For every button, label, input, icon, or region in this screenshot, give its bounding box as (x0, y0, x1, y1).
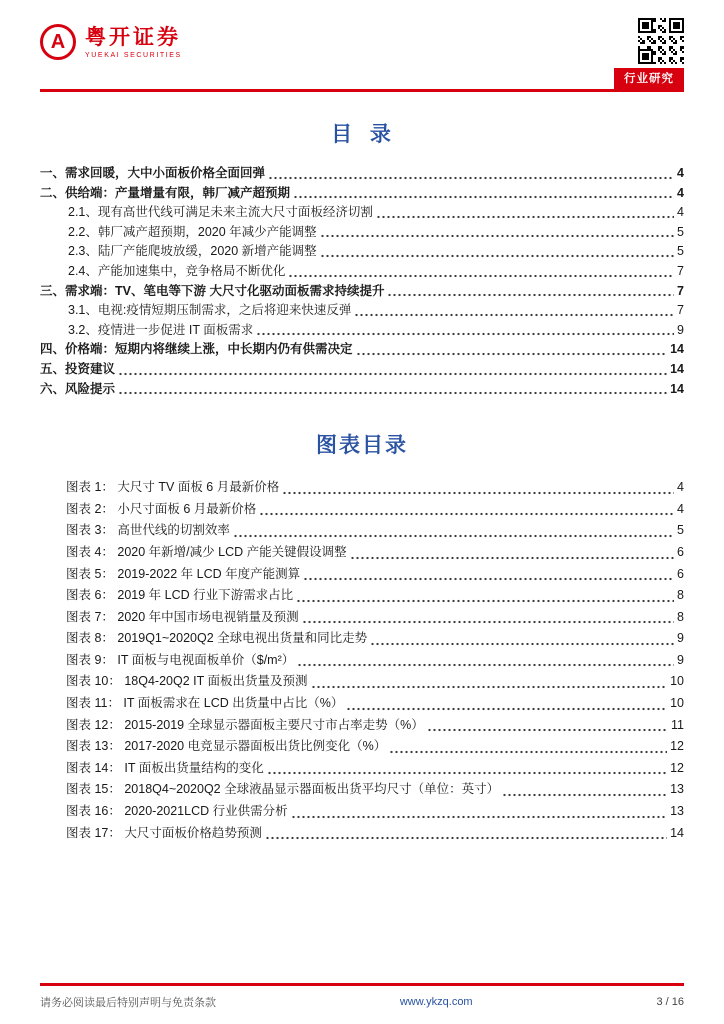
toc-item-label: 六、风险提示 (40, 381, 116, 396)
toc-item[interactable] (40, 360, 684, 380)
toc-item-page: 4 (677, 166, 684, 180)
figure-item[interactable] (66, 520, 684, 542)
toc-item-page: 5 (677, 224, 684, 239)
figure-item-label: 图表 8： 2019Q1~2020Q2 全球电视出货量和同比走势 (66, 631, 368, 646)
figure-item-label: 图表 12： 2015-2019 全球显示器面板主要尺寸市占率走势（%） (66, 717, 424, 732)
toc-item-label: 二、供给端：产量增量有限，韩厂减产超预期 (40, 185, 291, 200)
toc-item[interactable] (40, 301, 684, 321)
figure-item-page: 8 (677, 588, 684, 603)
figure-item-label: 图表 3： 高世代线的切割效率 (66, 523, 230, 538)
dot-leader (427, 728, 668, 732)
dot-leader (256, 332, 674, 336)
toc-item-label: 五、投资建议 (40, 361, 116, 376)
toc-item-label: 2.3、陆厂产能爬坡放缓，2020 新增产能调整 (68, 244, 317, 259)
footer-website-link[interactable]: www.ykzq.com (399, 996, 473, 1008)
dot-leader (387, 293, 674, 297)
figure-item-label: 图表 13： 2017-2020 电竞显示器面板出货比例变化（%） (66, 739, 387, 754)
dot-leader (265, 836, 667, 840)
toc-item-page: 4 (677, 185, 684, 200)
figure-item-page: 6 (677, 566, 684, 581)
toc-item-page: 14 (670, 381, 684, 396)
logo-letter: A (50, 30, 66, 53)
header (0, 0, 724, 89)
figure-item-label: 图表 15： 2018Q4~2020Q2 全球液晶显示器面板出货平均尺寸（单位：英寸） (66, 782, 500, 797)
qr-code-icon (638, 18, 684, 64)
figure-item[interactable] (66, 671, 684, 693)
toc-item-label: 3.1、电视:疫情短期压制需求，之后将迎来快速反弹 (68, 303, 352, 318)
figure-item[interactable] (66, 607, 684, 629)
figure-item-page: 6 (677, 544, 684, 559)
toc-item-label: 三、需求端：TV、笔电等下游 大尺寸化驱动面板需求持续提升 (40, 283, 385, 298)
toc-item-page: 5 (677, 244, 684, 259)
figure-item[interactable] (66, 477, 684, 499)
toc-item[interactable] (40, 242, 684, 262)
figure-item-page: 5 (677, 523, 684, 538)
toc-item-page: 7 (677, 303, 684, 318)
toc-item-page: 4 (677, 205, 684, 220)
figure-item-page: 13 (670, 804, 684, 819)
figure-item-page: 13 (670, 782, 684, 797)
figure-item-page: 10 (670, 674, 684, 689)
dot-leader (320, 254, 674, 258)
toc-list (0, 164, 724, 399)
logo-text (85, 26, 182, 59)
page-number: 3 / 16 (656, 996, 684, 1008)
dot-leader (288, 274, 674, 278)
figure-item-label: 图表 14： IT 面板出货量结构的变化 (66, 760, 264, 775)
header-right (614, 18, 684, 89)
toc-item[interactable] (40, 380, 684, 400)
toc-item-label: 四、价格端：短期内将继续上涨，中长期内仍有供需决定 (40, 342, 353, 357)
dot-leader (376, 215, 674, 219)
figure-item-label: 图表 5： 2019-2022 年 LCD 年度产能测算 (66, 566, 301, 581)
figure-item[interactable] (66, 779, 684, 801)
toc-item[interactable] (40, 164, 684, 184)
toc-item-label: 一、需求回暖，大中小面板价格全面回弹 (40, 166, 266, 180)
dot-leader (346, 707, 667, 711)
figure-item[interactable] (66, 650, 684, 672)
footer (0, 983, 724, 1024)
toc-item-page: 9 (677, 322, 684, 337)
logo-icon (40, 24, 76, 60)
toc-item-label: 2.2、韩厂减产超预期，2020 年减少产能调整 (68, 224, 317, 239)
figure-item-page: 12 (670, 760, 684, 775)
dot-leader (282, 491, 674, 495)
figure-item[interactable] (66, 736, 684, 758)
figure-item-label: 图表 9： IT 面板与电视面板单价（$/m²） (66, 652, 295, 667)
figure-item-label: 图表 10： 18Q4-20Q2 IT 面板出货量及预测 (66, 674, 308, 689)
figure-item[interactable] (66, 758, 684, 780)
toc-item-label: 2.4、产能加速集中，竞争格局不断优化 (68, 263, 286, 278)
figure-item-page: 4 (677, 480, 684, 495)
footer-disclaimer: 请务必阅读最后特别声明与免责条款 (40, 997, 216, 1009)
dot-leader (502, 793, 667, 797)
dot-leader (267, 771, 667, 775)
toc-item[interactable] (40, 321, 684, 341)
figure-item-page: 10 (670, 696, 684, 711)
figure-item-label: 图表 11： IT 面板需求在 LCD 出货量中占比（%） (66, 696, 344, 711)
dot-leader (350, 556, 674, 560)
figure-item[interactable] (66, 801, 684, 823)
figure-item[interactable] (66, 628, 684, 650)
figure-directory-title: 图表目录 (316, 434, 408, 458)
figure-item[interactable] (66, 499, 684, 521)
logo (40, 24, 182, 60)
dot-leader (302, 620, 674, 624)
figure-item-page: 11 (671, 717, 684, 732)
toc-item-page: 14 (670, 342, 684, 357)
header-divider (40, 89, 684, 92)
toc-item[interactable] (40, 262, 684, 282)
dot-leader (291, 815, 667, 819)
toc-item[interactable] (40, 340, 684, 360)
dot-leader (268, 176, 674, 180)
figure-item-label: 图表 2： 小尺寸面板 6 月最新价格 (66, 501, 257, 516)
dot-leader (233, 534, 674, 538)
figure-item-page: 9 (677, 652, 684, 667)
figure-list (0, 477, 724, 844)
dot-leader (296, 599, 674, 603)
company-name-en: YUEKAI SECURITIES (85, 51, 182, 59)
figure-item-page: 4 (677, 501, 684, 516)
figure-item-page: 12 (670, 739, 684, 754)
dot-leader (389, 750, 667, 754)
toc-item[interactable] (40, 203, 684, 223)
toc-title: 目 录 (331, 123, 393, 146)
figure-item-label: 图表 1： 大尺寸 TV 面板 6 月最新价格 (66, 480, 280, 495)
dot-leader (118, 372, 667, 376)
toc-item[interactable] (40, 223, 684, 243)
figure-item-label: 图表 17： 大尺寸面板价格趋势预测 (66, 825, 262, 840)
dot-leader (356, 352, 668, 356)
footer-row (0, 986, 724, 1010)
dot-leader (259, 512, 674, 516)
toc-item-label: 2.1、现有高世代线可满足未来主流大尺寸面板经济切割 (68, 205, 373, 220)
figure-item-page: 9 (677, 631, 684, 646)
toc-item[interactable] (40, 282, 684, 302)
figure-item-label: 图表 4： 2020 年新增/减少 LCD 产能关键假设调整 (66, 544, 347, 559)
figure-item-label: 图表 6： 2019 年 LCD 行业下游需求占比 (66, 588, 294, 603)
figure-item[interactable] (66, 542, 684, 564)
dot-leader (118, 391, 667, 395)
figure-item-label: 图表 16： 2020-2021LCD 行业供需分析 (66, 804, 288, 819)
report-category-badge: 行业研究 (614, 68, 684, 89)
dot-leader (320, 234, 674, 238)
dot-leader (370, 642, 674, 646)
figure-item[interactable] (66, 823, 684, 845)
dot-leader (354, 313, 674, 317)
toc-item[interactable] (40, 184, 684, 204)
figure-item-page: 8 (677, 609, 684, 624)
figure-item[interactable] (66, 564, 684, 586)
toc-item-page: 7 (677, 283, 684, 298)
dot-leader (303, 577, 674, 581)
figure-item-label: 图表 7： 2020 年中国市场电视销量及预测 (66, 609, 299, 624)
toc-item-label: 3.2、疫情进一步促进 IT 面板需求 (68, 322, 254, 337)
figure-item-page: 14 (670, 825, 684, 840)
dot-leader (297, 663, 674, 667)
figure-item[interactable] (66, 693, 684, 715)
figure-item[interactable] (66, 585, 684, 607)
dot-leader (293, 195, 674, 199)
dot-leader (311, 685, 668, 689)
company-name: 粤开证券 (85, 25, 181, 49)
toc-item-page: 7 (677, 263, 684, 278)
figure-item[interactable] (66, 715, 684, 737)
toc-item-page: 14 (670, 361, 684, 376)
